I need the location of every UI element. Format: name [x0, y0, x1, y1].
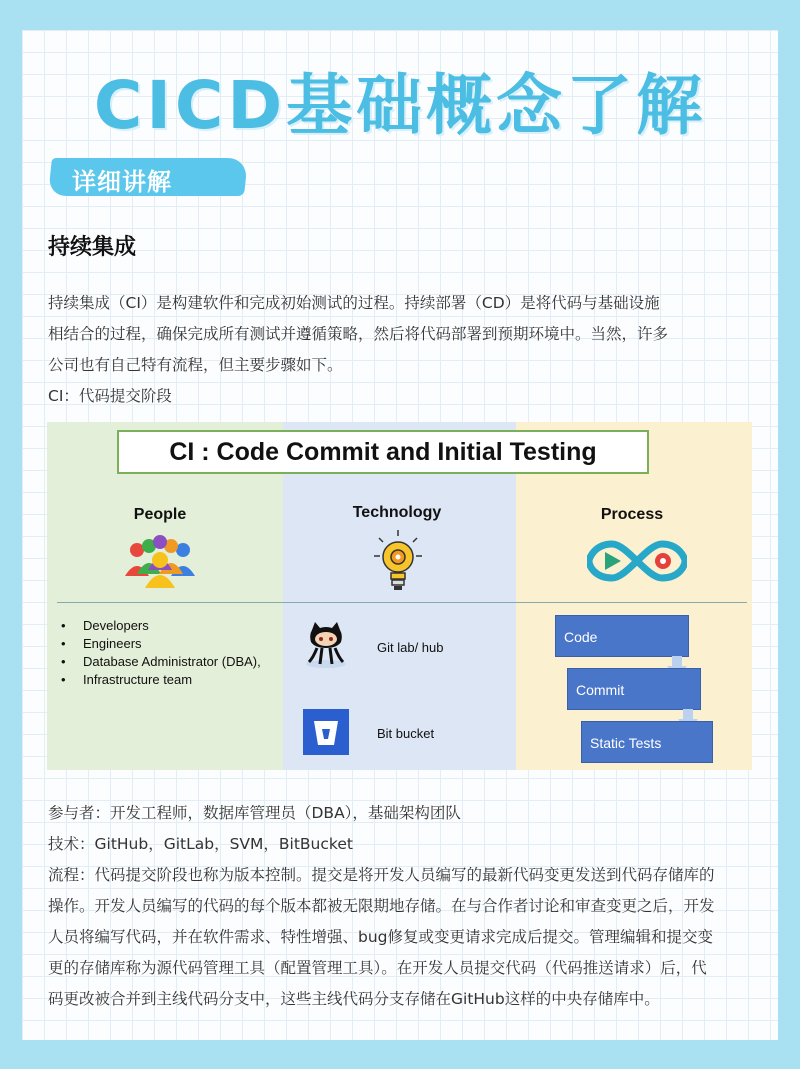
process-column — [516, 422, 752, 770]
process-step-static-tests: Static Tests — [581, 721, 713, 763]
tool-label-bitbucket: Bit bucket — [377, 726, 435, 741]
ci-diagram — [47, 422, 752, 770]
body-line: 更的存储库称为源代码管理工具（配置管理工具）。在开发人员提交代码（代码推送请求）后，代 — [48, 959, 707, 977]
tool-label-gitlab-hub: Git lab/ hub — [377, 640, 444, 655]
process-arrow — [683, 709, 693, 719]
body-line: 码更改被合并到主线代码分支中，这些主线代码分支存储在GitHub这样的中央存储库中。 — [48, 990, 660, 1008]
process-step-code: Code — [555, 615, 689, 657]
intro-line: 相结合的过程，确保完成所有测试并遵循策略，然后将代码部署到预期环境中。当然，许多 — [48, 325, 669, 343]
list-item: • Infrastructure team — [57, 671, 261, 689]
people-list — [57, 617, 261, 689]
people-heading: People — [133, 506, 187, 523]
technology-heading: Technology — [352, 504, 442, 521]
people-group-icon — [123, 532, 197, 588]
infinity-process-icon — [587, 538, 687, 584]
process-heading: Process — [600, 506, 664, 523]
process-arrow — [672, 656, 682, 666]
intro-line: 持续集成（CI）是构建软件和完成初始测试的过程。持续部署（CD）是将代码与基础设施 — [48, 294, 660, 312]
intro-line: 公司也有自己特有流程，但主要步骤如下。 — [48, 356, 343, 374]
list-item: • Database Administrator (DBA), — [57, 653, 261, 671]
details-paragraph — [48, 798, 760, 1015]
section-title: 持续集成 — [48, 235, 137, 260]
body-line: 流程：代码提交阶段也称为版本控制。提交是将开发人员编写的最新代码变更发送到代码存储库的 — [48, 866, 715, 884]
body-line: 操作。开发人员编写的代码的每个版本都被无限期地存储。在与合作者讨论和审查变更之后，开发 — [48, 897, 715, 915]
github-octocat-icon — [303, 620, 349, 672]
intro-line: CI：代码提交阶段 — [48, 387, 172, 405]
diagram-divider — [57, 602, 747, 603]
diagram-title: CI : Code Commit and Initial Testing — [117, 430, 649, 474]
people-column — [47, 422, 283, 770]
tag-label: 详细讲解 — [72, 168, 172, 196]
lightbulb-gear-icon — [373, 528, 423, 594]
body-line: 人员将编写代码，并在软件需求、特性增强、bug修复或变更请求完成后提交。管理编辑和提交变 — [48, 928, 714, 946]
bitbucket-icon — [303, 709, 349, 755]
intro-paragraph — [48, 288, 760, 412]
page-title: CICD基础概念了解 — [93, 67, 707, 144]
list-item: • Developers — [57, 617, 261, 635]
list-item: • Engineers — [57, 635, 261, 653]
body-line: 参与者：开发工程师，数据库管理员（DBA），基础架构团队 — [48, 804, 461, 822]
body-line: 技术：GitHub，GitLab，SVM，BitBucket — [48, 835, 353, 853]
process-step-commit: Commit — [567, 668, 701, 710]
